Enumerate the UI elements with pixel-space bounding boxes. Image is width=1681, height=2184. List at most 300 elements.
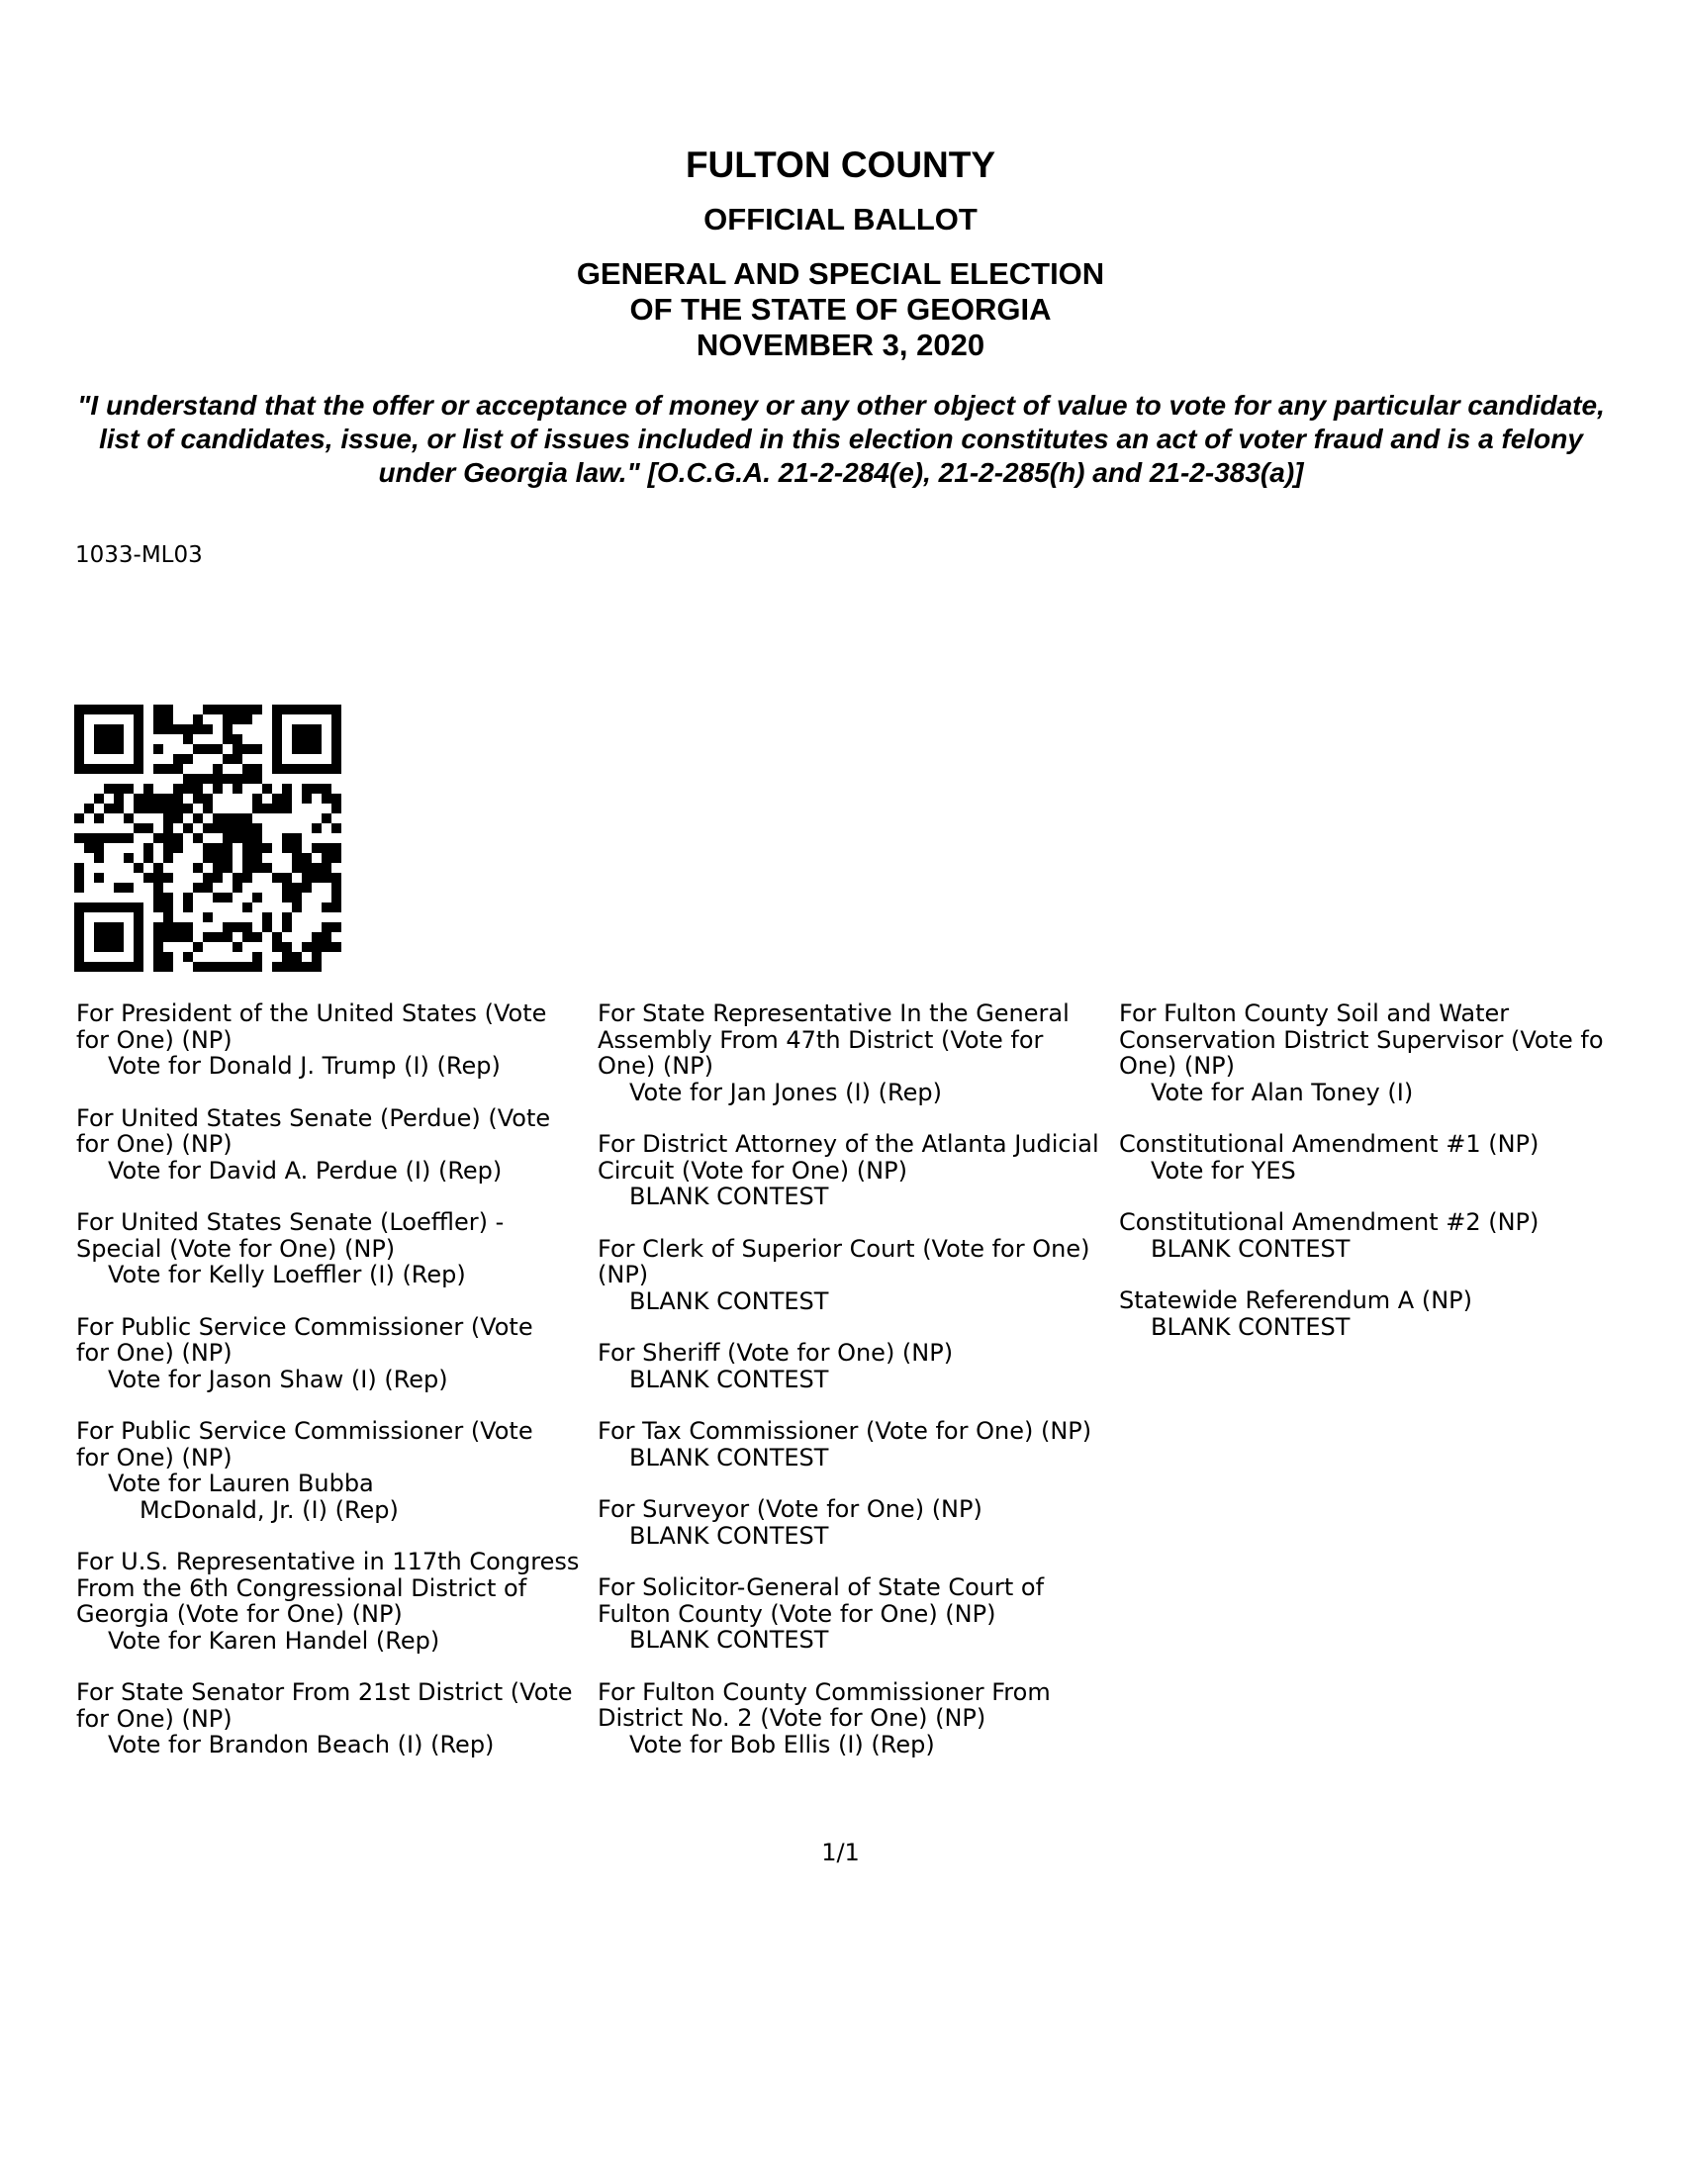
qr-module xyxy=(272,734,282,744)
qr-module xyxy=(163,823,173,833)
qr-module xyxy=(292,724,302,734)
qr-module xyxy=(272,804,282,813)
qr-module xyxy=(302,734,312,744)
qr-module xyxy=(262,843,272,853)
qr-module xyxy=(124,705,134,714)
qr-module xyxy=(322,853,331,863)
contest-selection: BLANK CONTEST xyxy=(629,1626,829,1654)
qr-module xyxy=(312,784,322,794)
qr-module xyxy=(302,784,312,794)
qr-module xyxy=(173,794,183,804)
contest-block xyxy=(598,1131,1112,1210)
qr-module xyxy=(104,942,114,952)
qr-module xyxy=(312,952,322,962)
qr-module xyxy=(143,804,153,813)
ballot-title: OFFICIAL BALLOT xyxy=(703,202,978,237)
qr-module xyxy=(183,784,193,794)
qr-module xyxy=(94,764,104,774)
contest-title-line: For United States Senate (Perdue) (Vote xyxy=(76,1103,551,1132)
qr-module xyxy=(193,714,203,724)
qr-module xyxy=(183,774,193,784)
qr-module xyxy=(114,833,124,843)
qr-module xyxy=(322,932,331,942)
qr-module xyxy=(94,705,104,714)
qr-module xyxy=(302,705,312,714)
qr-module xyxy=(223,962,233,972)
contest-title-line: For Surveyor (Vote for One) (NP) xyxy=(598,1495,982,1523)
qr-module xyxy=(94,734,104,744)
qr-module xyxy=(223,774,233,784)
qr-module xyxy=(163,843,173,853)
contest-title-line: For United States Senate (Loeffler) - xyxy=(76,1208,505,1236)
qr-module xyxy=(282,942,292,952)
contest-title-line: For Clerk of Superior Court (Vote for One) xyxy=(598,1234,1090,1263)
contest-title-line: For President of the United States (Vote xyxy=(76,999,547,1027)
contest-selection: BLANK CONTEST xyxy=(629,1183,829,1210)
qr-module xyxy=(153,764,163,774)
qr-module xyxy=(104,784,114,794)
qr-module xyxy=(203,823,213,833)
qr-module xyxy=(223,734,233,744)
qr-module xyxy=(134,705,143,714)
page-number: 1/1 xyxy=(821,1839,860,1866)
qr-module xyxy=(272,714,282,724)
qr-module xyxy=(292,952,302,962)
qr-module xyxy=(114,764,124,774)
qr-module xyxy=(104,932,114,942)
qr-module xyxy=(302,883,312,893)
qr-module xyxy=(331,893,341,902)
qr-module xyxy=(223,863,233,873)
qr-module xyxy=(282,873,292,883)
contest-selection: Vote for Alan Toney (I) xyxy=(1151,1078,1414,1106)
qr-module xyxy=(143,853,153,863)
qr-module xyxy=(163,922,173,932)
qr-module xyxy=(193,724,203,734)
qr-module xyxy=(223,843,233,853)
contest-block xyxy=(76,1549,591,1654)
qr-module xyxy=(74,705,84,714)
statement-line-2: list of candidates, issue, or list of issues included in this election constitutes an act of voter fraud and is a felony xyxy=(99,424,1583,454)
qr-module xyxy=(322,863,331,873)
contest-title-line: For Solicitor-General of State Court of xyxy=(598,1573,1045,1601)
qr-module xyxy=(213,873,223,883)
qr-module xyxy=(302,724,312,734)
qr-module xyxy=(74,734,84,744)
qr-module xyxy=(74,873,84,883)
qr-module xyxy=(233,744,242,754)
qr-module xyxy=(331,853,341,863)
qr-module xyxy=(233,922,242,932)
qr-module xyxy=(203,705,213,714)
qr-module xyxy=(134,912,143,922)
qr-module xyxy=(163,705,173,714)
qr-module xyxy=(134,744,143,754)
contest-title-line: Circuit (Vote for One) (NP) xyxy=(598,1156,907,1185)
contest-selection: BLANK CONTEST xyxy=(629,1443,829,1472)
qr-module xyxy=(163,714,173,724)
qr-module xyxy=(203,873,213,883)
contest-block xyxy=(1119,1000,1634,1105)
contest-title-line: for One) (NP) xyxy=(76,1704,233,1733)
qr-module xyxy=(203,843,213,853)
statement-line-3: under Georgia law." [O.C.G.A. 21-2-284(e), 21-2-285(h) and 21-2-383(a)] xyxy=(378,457,1304,488)
qr-module xyxy=(94,744,104,754)
qr-module xyxy=(322,794,331,804)
qr-module xyxy=(173,784,183,794)
qr-module xyxy=(153,833,163,843)
qr-module xyxy=(193,833,203,843)
qr-module xyxy=(114,794,124,804)
qr-module xyxy=(282,883,292,893)
qr-module xyxy=(153,952,163,962)
qr-module xyxy=(262,922,272,932)
qr-module xyxy=(134,922,143,932)
qr-module xyxy=(183,902,193,912)
qr-module xyxy=(223,714,233,724)
qr-module xyxy=(262,784,272,794)
qr-module xyxy=(124,902,134,912)
qr-module xyxy=(94,724,104,734)
qr-module xyxy=(331,754,341,764)
qr-module xyxy=(153,744,163,754)
qr-module xyxy=(193,744,203,754)
qr-module xyxy=(114,804,124,813)
qr-module xyxy=(312,843,322,853)
qr-module xyxy=(173,833,183,843)
qr-module xyxy=(114,784,124,794)
qr-module xyxy=(272,705,282,714)
qr-module xyxy=(292,734,302,744)
qr-module xyxy=(223,922,233,932)
election-date: NOVEMBER 3, 2020 xyxy=(696,328,985,362)
qr-module xyxy=(331,902,341,912)
qr-code-graphic xyxy=(74,705,341,972)
qr-module xyxy=(252,843,262,853)
qr-module xyxy=(242,833,252,843)
qr-module xyxy=(252,794,262,804)
election-title xyxy=(0,256,1681,363)
contest-title-line: Fulton County (Vote for One) (NP) xyxy=(598,1599,996,1628)
qr-module xyxy=(203,774,213,784)
qr-module xyxy=(84,764,94,774)
qr-module xyxy=(134,714,143,724)
qr-module xyxy=(233,734,242,744)
qr-module xyxy=(183,804,193,813)
qr-module xyxy=(302,962,312,972)
contest-title-line: For Fulton County Commissioner From xyxy=(598,1677,1051,1706)
qr-module xyxy=(252,705,262,714)
qr-module xyxy=(213,843,223,853)
qr-module xyxy=(223,705,233,714)
qr-module xyxy=(74,912,84,922)
qr-module xyxy=(233,813,242,823)
qr-module xyxy=(183,932,193,942)
qr-module xyxy=(282,764,292,774)
qr-module xyxy=(203,853,213,863)
qr-module xyxy=(252,833,262,843)
qr-module xyxy=(134,804,143,813)
qr-module xyxy=(203,804,213,813)
contest-block xyxy=(1119,1131,1634,1184)
qr-module xyxy=(312,863,322,873)
qr-module xyxy=(124,813,134,823)
contest-selection: Vote for Jason Shaw (I) (Rep) xyxy=(108,1365,448,1393)
qr-module xyxy=(302,853,312,863)
qr-module xyxy=(94,873,104,883)
qr-module xyxy=(312,705,322,714)
qr-module xyxy=(252,774,262,784)
qr-module xyxy=(104,922,114,932)
qr-module xyxy=(262,863,272,873)
qr-module xyxy=(183,922,193,932)
qr-module xyxy=(242,962,252,972)
qr-module xyxy=(242,764,252,774)
qr-module xyxy=(153,794,163,804)
contest-selection: BLANK CONTEST xyxy=(1151,1312,1351,1341)
qr-module xyxy=(282,833,292,843)
qr-module xyxy=(292,853,302,863)
qr-module xyxy=(331,843,341,853)
qr-module xyxy=(153,863,163,873)
qr-module xyxy=(104,833,114,843)
qr-module xyxy=(163,873,173,883)
qr-module xyxy=(124,764,134,774)
contest-title-line: (NP) xyxy=(598,1261,649,1288)
contest-title-line: Constitutional Amendment #1 (NP) xyxy=(1119,1130,1540,1158)
qr-module xyxy=(74,952,84,962)
contest-block xyxy=(1119,1209,1634,1262)
qr-module xyxy=(114,744,124,754)
qr-module xyxy=(262,804,272,813)
qr-module xyxy=(233,883,242,893)
qr-module xyxy=(74,922,84,932)
qr-module xyxy=(74,833,84,843)
contest-block xyxy=(598,1236,1112,1315)
contest-title-line: One) (NP) xyxy=(1119,1052,1236,1080)
qr-module xyxy=(173,754,183,764)
contest-block xyxy=(598,1418,1112,1471)
qr-module xyxy=(312,734,322,744)
qr-module xyxy=(193,962,203,972)
qr-module xyxy=(292,902,302,912)
qr-module xyxy=(242,823,252,833)
qr-module xyxy=(292,705,302,714)
qr-module xyxy=(302,744,312,754)
contest-block xyxy=(598,1000,1112,1105)
qr-module xyxy=(134,734,143,744)
qr-module xyxy=(203,744,213,754)
qr-module xyxy=(252,952,262,962)
qr-module xyxy=(173,804,183,813)
qr-module xyxy=(242,863,252,873)
qr-module xyxy=(104,804,114,813)
qr-module xyxy=(242,774,252,784)
qr-code-icon xyxy=(74,705,341,972)
qr-module xyxy=(272,794,282,804)
qr-module xyxy=(183,823,193,833)
qr-module xyxy=(252,853,262,863)
qr-module xyxy=(124,853,134,863)
qr-module xyxy=(213,744,223,754)
qr-module xyxy=(193,794,203,804)
qr-module xyxy=(223,853,233,863)
qr-module xyxy=(163,833,173,843)
qr-module xyxy=(193,883,203,893)
qr-module xyxy=(94,932,104,942)
qr-module xyxy=(252,893,262,902)
qr-module xyxy=(282,912,292,922)
qr-module xyxy=(114,942,124,952)
qr-module xyxy=(233,962,242,972)
qr-module xyxy=(183,734,193,744)
qr-module xyxy=(134,724,143,734)
contest-selection: Vote for YES xyxy=(1151,1156,1296,1185)
contest-title-line: Conservation District Supervisor (Vote fo xyxy=(1119,1025,1604,1054)
qr-module xyxy=(84,902,94,912)
qr-module xyxy=(84,705,94,714)
qr-module xyxy=(134,932,143,942)
qr-module xyxy=(163,962,173,972)
qr-module xyxy=(163,724,173,734)
qr-module xyxy=(84,843,94,853)
qr-module xyxy=(223,754,233,764)
qr-module xyxy=(163,893,173,902)
contest-title-line: For Public Service Commissioner (Vote xyxy=(76,1312,533,1341)
qr-module xyxy=(114,734,124,744)
contest-block xyxy=(76,1000,591,1080)
contest-selection: Vote for Brandon Beach (I) (Rep) xyxy=(108,1731,495,1758)
qr-module xyxy=(193,774,203,784)
qr-module xyxy=(233,774,242,784)
contest-selection: Vote for Karen Handel (Rep) xyxy=(108,1626,440,1655)
qr-module xyxy=(163,952,173,962)
qr-module xyxy=(233,754,242,764)
qr-module xyxy=(173,922,183,932)
qr-module xyxy=(163,813,173,823)
qr-module xyxy=(252,744,262,754)
qr-module xyxy=(282,804,292,813)
qr-module xyxy=(292,843,302,853)
qr-module xyxy=(104,744,114,754)
contest-block xyxy=(76,1105,591,1185)
qr-module xyxy=(292,962,302,972)
qr-module xyxy=(272,744,282,754)
qr-module xyxy=(331,942,341,952)
qr-module xyxy=(124,962,134,972)
contest-block xyxy=(598,1496,1112,1549)
qr-module xyxy=(302,873,312,883)
qr-module xyxy=(153,893,163,902)
qr-module xyxy=(134,902,143,912)
contest-title-line: For U.S. Representative in 117th Congress xyxy=(76,1548,580,1575)
qr-module xyxy=(312,744,322,754)
qr-module xyxy=(74,754,84,764)
qr-module xyxy=(134,863,143,873)
contest-selection: BLANK CONTEST xyxy=(629,1365,829,1393)
qr-module xyxy=(84,962,94,972)
qr-module xyxy=(282,843,292,853)
qr-module xyxy=(292,863,302,873)
qr-module xyxy=(124,833,134,843)
qr-module xyxy=(242,922,252,932)
qr-module xyxy=(302,942,312,952)
qr-module xyxy=(74,942,84,952)
qr-module xyxy=(242,843,252,853)
contest-title-line: Assembly From 47th District (Vote for xyxy=(598,1025,1044,1054)
qr-module xyxy=(134,764,143,774)
qr-module xyxy=(312,873,322,883)
qr-module xyxy=(262,912,272,922)
qr-module xyxy=(331,823,341,833)
qr-module xyxy=(153,922,163,932)
qr-module xyxy=(233,823,242,833)
qr-module xyxy=(183,952,193,962)
county-title: FULTON COUNTY xyxy=(685,144,996,185)
qr-module xyxy=(163,853,173,863)
qr-module xyxy=(331,804,341,813)
qr-module xyxy=(223,833,233,843)
qr-module xyxy=(94,794,104,804)
qr-module xyxy=(272,754,282,764)
qr-module xyxy=(104,705,114,714)
qr-module xyxy=(272,724,282,734)
qr-module xyxy=(94,833,104,843)
qr-module xyxy=(124,784,134,794)
qr-module xyxy=(302,794,312,804)
qr-module xyxy=(203,883,213,893)
qr-module xyxy=(143,873,153,883)
qr-module xyxy=(114,902,124,912)
qr-module xyxy=(282,962,292,972)
qr-module xyxy=(252,764,262,774)
qr-module xyxy=(163,912,173,922)
qr-module xyxy=(203,962,213,972)
qr-module xyxy=(94,853,104,863)
qr-module xyxy=(213,863,223,873)
qr-module xyxy=(74,714,84,724)
qr-module xyxy=(173,932,183,942)
qr-module xyxy=(223,724,233,734)
contest-block xyxy=(598,1574,1112,1654)
contest-selection: Vote for Donald J. Trump (I) (Rep) xyxy=(108,1052,501,1080)
contest-selection: BLANK CONTEST xyxy=(629,1286,829,1315)
contest-title-line: for One) (NP) xyxy=(76,1339,233,1367)
contest-title-line: District No. 2 (Vote for One) (NP) xyxy=(598,1704,986,1732)
qr-module xyxy=(74,962,84,972)
qr-module xyxy=(272,942,282,952)
qr-module xyxy=(183,893,193,902)
qr-module xyxy=(312,932,322,942)
qr-module xyxy=(252,962,262,972)
qr-module xyxy=(134,962,143,972)
qr-module xyxy=(213,764,223,774)
qr-module xyxy=(223,893,233,902)
contest-block xyxy=(1119,1287,1634,1340)
qr-module xyxy=(193,784,203,794)
qr-module xyxy=(114,724,124,734)
contest-title-line: One) (NP) xyxy=(598,1052,714,1080)
qr-module xyxy=(203,794,213,804)
qr-module xyxy=(223,813,233,823)
qr-module xyxy=(292,893,302,902)
qr-module xyxy=(292,833,302,843)
contest-column-1 xyxy=(76,1000,591,1784)
qr-module xyxy=(84,833,94,843)
qr-module xyxy=(173,813,183,823)
qr-module xyxy=(213,893,223,902)
voter-fraud-statement xyxy=(69,389,1613,490)
